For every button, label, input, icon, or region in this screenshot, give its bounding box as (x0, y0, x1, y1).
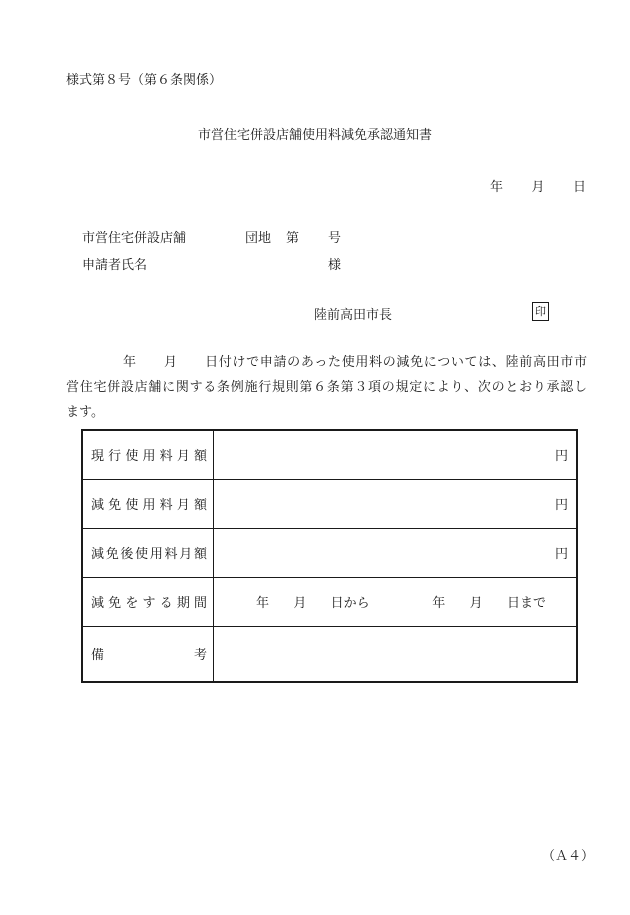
document-title: 市営住宅併設店舗使用料減免承認通知書 (197, 128, 432, 143)
table-row (82, 479, 577, 528)
body-line-2: 営住宅併設店舗に関する条例施行規則第６条第３項の規定により、次のとおり承認し (66, 380, 587, 395)
reduced-fee-value: 円 (214, 479, 578, 528)
current-fee-label: 現行使用料月額 (82, 430, 214, 479)
body-line-1: 年 月 日付けで申請のあった使用料の減免については、陸前高田市市 (123, 355, 587, 370)
issuer-name: 陸前高田市長 (314, 308, 393, 323)
current-fee-value: 円 (214, 430, 578, 479)
number-suffix: 号 (328, 231, 342, 246)
store-label: 市営住宅併設店舗 (82, 231, 187, 246)
remarks-label: 備考 (82, 626, 214, 682)
honorific: 様 (328, 258, 342, 273)
paper-size: （Ａ４） (542, 849, 595, 864)
period-to-month: 月 (469, 596, 483, 611)
period-from-day: 日から (330, 596, 370, 611)
seal-box: 印 (532, 302, 549, 321)
post-reduction-fee-label: 減免後使用料月額 (82, 528, 214, 577)
period-to-year: 年 (432, 596, 446, 611)
table-row (82, 577, 577, 626)
date-year-label: 年 (490, 180, 504, 195)
table-row (82, 626, 577, 682)
period-label: 減免をする期間 (82, 577, 214, 626)
table-row (82, 430, 577, 479)
post-reduction-fee-value: 円 (214, 528, 578, 577)
remarks-value (214, 626, 578, 682)
date-day-label: 日 (572, 180, 586, 195)
body-text (66, 350, 587, 425)
reduced-fee-label: 減免使用料月額 (82, 479, 214, 528)
form-number: 様式第８号（第６条関係） (66, 73, 223, 88)
period-value (214, 577, 578, 626)
date-month-label: 月 (531, 180, 545, 195)
reduction-table (81, 429, 578, 683)
applicant-label: 申請者氏名 (82, 258, 148, 273)
period-to-day: 日まで (506, 596, 546, 611)
body-line-3: ます。 (66, 405, 104, 420)
issue-date (490, 176, 586, 195)
table-row (82, 528, 577, 577)
period-from-year: 年 (256, 596, 270, 611)
period-from-month: 月 (293, 596, 307, 611)
number-prefix: 第 (286, 231, 300, 246)
complex-label: 団地 (245, 231, 272, 246)
